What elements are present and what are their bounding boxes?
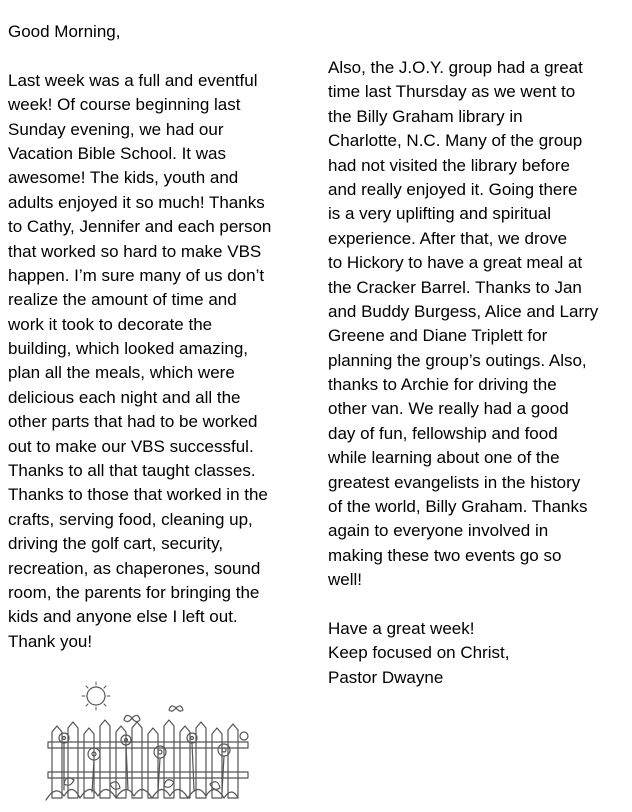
body-line: experience. After that, we drove: [328, 228, 568, 248]
body-line: realize the amount of time and: [8, 290, 237, 310]
body-line: Sunday evening, we had our: [8, 119, 224, 139]
body-line: Thanks to all that taught classes.: [8, 461, 256, 481]
closing-line: Have a great week!: [328, 618, 475, 638]
body-line: is a very uplifting and spiritual: [328, 204, 552, 224]
body-line: Vacation Bible School. It was: [8, 143, 226, 163]
body-line: Charlotte, N.C. Many of the group: [328, 131, 583, 151]
body-line: crafts, serving food, cleaning up,: [8, 509, 253, 529]
body-line: Thank you!: [8, 631, 93, 651]
body-line: Thanks to those that worked in the: [8, 485, 268, 505]
body-line: again to everyone involved in: [328, 521, 549, 541]
body-line: thanks to Archie for driving the: [328, 375, 557, 395]
body-line: work it took to decorate the: [8, 314, 213, 334]
body-line: to Cathy, Jennifer and each person: [8, 217, 272, 237]
body-line: Greene and Diane Triplett for: [328, 326, 548, 346]
body-line: happen. I’m sure many of us don’t: [8, 265, 265, 285]
body-line: building, which looked amazing,: [8, 339, 249, 359]
body-line: greatest evangelists in the history: [328, 472, 581, 492]
body-line: plan all the meals, which were: [8, 363, 235, 383]
body-line: and Buddy Burgess, Alice and Larry: [328, 301, 599, 321]
body-line: the Cracker Barrel. Thanks to Jan: [328, 277, 582, 297]
body-line: other van. We really had a good: [328, 399, 569, 419]
body-line: and really enjoyed it. Going there: [328, 179, 578, 199]
body-line: making these two events go so: [328, 545, 562, 565]
left-column: [8, 20, 308, 654]
body-line: room, the parents for bringing the: [8, 582, 260, 602]
body-line: out to make our VBS successful.: [8, 436, 254, 456]
body-line: the Billy Graham library in: [328, 106, 523, 126]
body-line: day of fun, fellowship and food: [328, 423, 558, 443]
body-line: planning the group’s outings. Also,: [328, 350, 587, 370]
body-line: adults enjoyed it so much! Thanks: [8, 192, 265, 212]
body-line: other parts that had to be worked: [8, 412, 258, 432]
body-line: recreation, as chaperones, sound: [8, 558, 261, 578]
body-line: had not visited the library before: [328, 155, 570, 175]
body-line: to Hickory to have a great meal at: [328, 253, 583, 273]
body-line: Also, the J.O.Y. group had a great: [328, 58, 583, 77]
body-line: while learning about one of the: [328, 448, 560, 468]
body-line: Last week was a full and eventful: [8, 70, 258, 90]
closing-line: Keep focused on Christ,: [328, 643, 510, 663]
body-line: kids and anyone else I left out.: [8, 607, 238, 627]
body-line: delicious each night and all the: [8, 387, 241, 407]
garden-fence-icon: [44, 680, 259, 805]
body-line: time last Thursday as we went to: [328, 82, 576, 102]
right-column: [328, 56, 628, 690]
body-line: awesome! The kids, youth and: [8, 168, 239, 188]
paragraph-gap: [328, 593, 628, 617]
body-line: driving the golf cart, security,: [8, 534, 224, 554]
body-line: well!: [328, 570, 363, 590]
greeting: Good Morning,: [8, 22, 121, 41]
signature: Pastor Dwayne: [328, 667, 444, 687]
paragraph-gap: [8, 44, 308, 68]
body-line: of the world, Billy Graham. Thanks: [328, 497, 588, 517]
body-line: that worked so hard to make VBS: [8, 241, 262, 261]
body-line: week! Of course beginning last: [8, 95, 241, 115]
